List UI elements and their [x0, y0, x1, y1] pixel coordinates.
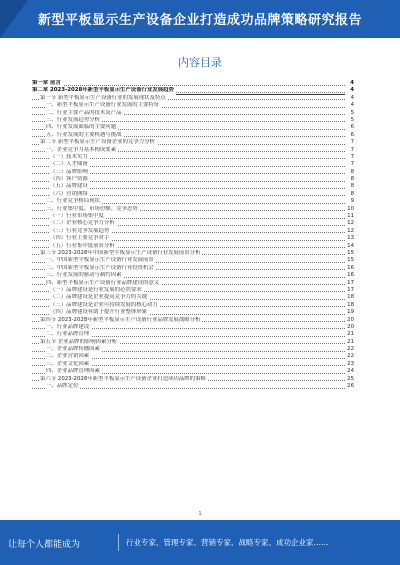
toc-entry-label: （一）行业市场集中度 [50, 213, 104, 220]
toc-entry[interactable] [32, 243, 354, 250]
toc-entry-label: （四）行业主要竞争对手 [50, 235, 110, 242]
toc-entry[interactable] [32, 265, 354, 272]
toc-entry-label: 一、品牌定位 [46, 383, 79, 390]
toc-entry[interactable] [32, 95, 354, 102]
toc-entry[interactable] [32, 213, 354, 220]
toc-entry-page: 22 [345, 346, 354, 353]
toc-entry-page: 18 [345, 302, 354, 309]
toc-entry-label: （二）企业核心竞争力分析 [50, 220, 115, 227]
toc-entry-page: 21 [345, 339, 354, 346]
toc-entry-label: （二）人才储备 [50, 161, 88, 168]
toc-entry[interactable] [32, 102, 354, 109]
toc-leader-dots [32, 85, 345, 86]
toc-entry-label: （三）品牌影响 [50, 168, 88, 175]
toc-entry[interactable] [32, 147, 354, 154]
footer-divider [118, 534, 119, 551]
toc-entry-page: 24 [345, 368, 354, 375]
toc-entry[interactable] [32, 353, 354, 360]
toc-entry[interactable] [32, 361, 354, 368]
toc-entry-label: 三、企业文化因素 [46, 360, 90, 367]
toc-entry[interactable] [32, 302, 354, 309]
footer-tagline: 行业专家、管理专家、营销专家、战略专家、成功企业家…… [126, 538, 329, 547]
toc-entry-page: 22 [345, 353, 354, 360]
toc-entry-page: 8 [345, 183, 354, 190]
toc-entry[interactable] [32, 87, 354, 94]
toc-entry-label: （三）品牌建设是企业可持续发展的核心动力 [50, 301, 158, 308]
toc-entry-label: （四）品牌建设有助于提升行业整体形象 [50, 309, 148, 316]
toc-entry-label: 一、中国新型平板显示生产设备行业发展前景 [46, 257, 154, 264]
toc-entry-page: 15 [345, 257, 354, 264]
toc-entry[interactable] [32, 110, 354, 117]
toc-entry-page: 4 [345, 95, 354, 102]
toc-entry[interactable] [32, 272, 354, 279]
toc-entry[interactable] [32, 324, 354, 331]
report-title: 新型平板显示生产设备企业打造成功品牌策略研究报告 [37, 13, 362, 28]
toc-entry[interactable] [32, 346, 354, 353]
footer-slogan: 让每个人都能成为 [8, 540, 81, 550]
toc-entry-label: （一）品牌建设是行业发展的必然要求 [50, 286, 142, 293]
toc-entry-page: 26 [345, 383, 354, 390]
toc-entry-page: 16 [345, 265, 354, 272]
toc-entry-label: 第一章 前言 [32, 80, 61, 86]
toc-entry[interactable] [32, 317, 354, 324]
toc-entry-page: 19 [345, 309, 354, 316]
report-header [0, 0, 400, 38]
page-number: 1 [198, 511, 202, 517]
toc-entry-label: 第一节 新型平板显示生产设备行业的发展现状及特点 [40, 94, 166, 101]
toc-entry-label: 四、行业发展面临的主要问题 [46, 124, 117, 131]
toc-entry-label: 第六节 2023-2028年新型平板显示生产设备企业打造成功品牌的策略 [40, 375, 206, 382]
toc-entry-page: 14 [345, 243, 354, 250]
toc-entry-page: 4 [345, 102, 354, 109]
toc-entry-page: 7 [345, 154, 354, 161]
footer-banner [0, 520, 400, 565]
toc-entry-page: 17 [345, 280, 354, 287]
toc-entry[interactable] [32, 198, 354, 205]
toc-entry[interactable] [32, 228, 354, 235]
toc-entry[interactable] [32, 132, 354, 139]
toc-entry-page: 20 [345, 317, 354, 324]
toc-entry[interactable] [32, 376, 354, 383]
toc-entry-page: 16 [345, 272, 354, 279]
toc-entry-page: 11 [345, 213, 354, 220]
toc-entry-page: 8 [345, 176, 354, 183]
toc-entry-label: （六）营销网络 [50, 190, 88, 197]
toc-entry-label: （五）行业集中度前景分析 [50, 242, 115, 249]
toc-title: 内容目录 [178, 56, 222, 69]
toc-entry-label: 二、行业竞争格局现状 [46, 198, 100, 205]
toc-entry[interactable] [32, 169, 354, 176]
toc-entry-page: 23 [345, 361, 354, 368]
toc-entry[interactable] [32, 117, 354, 124]
toc-entry[interactable] [32, 139, 354, 146]
toc-entry[interactable] [32, 206, 354, 213]
toc-entry-label: 一、企业竞争力基本构成要素 [46, 146, 117, 153]
toc-entry-page: 9 [345, 198, 354, 205]
toc-entry-label: （五）品牌建设 [50, 183, 88, 190]
toc-entry-label: （三）行业竞争发展趋势 [50, 227, 110, 234]
toc-entry-label: 第二章 2023-2028年新型平板显示生产设备行业发展趋势 [32, 87, 174, 94]
toc-entry-page: 21 [345, 331, 354, 338]
toc-entry-page: 15 [345, 250, 354, 257]
toc-entry-page: 20 [345, 324, 354, 331]
toc-entry-page: 5 [345, 110, 354, 117]
toc-entry-page: 4 [345, 87, 354, 94]
toc-entry-page: 8 [345, 169, 354, 176]
toc-entry[interactable] [32, 154, 354, 161]
toc-entry-page: 12 [345, 220, 354, 227]
toc-entry[interactable] [32, 257, 354, 264]
toc-entry[interactable] [32, 161, 354, 168]
toc-entry-page: 12 [345, 228, 354, 235]
toc-entry-page: 10 [345, 206, 354, 213]
toc-entry-label: （二）品牌建设是企业提高竞争力的关键 [50, 294, 148, 301]
table-of-contents [32, 80, 354, 390]
toc-entry-page: 7 [345, 161, 354, 168]
toc-entry[interactable] [32, 383, 354, 390]
toc-entry[interactable] [32, 235, 354, 242]
toc-entry-label: 三、行业发展的驱动与制约因素 [46, 272, 122, 279]
toc-entry[interactable] [32, 309, 354, 316]
toc-entry-page: 7 [345, 139, 354, 146]
toc-entry-label: 第二节 新型平板显示生产设备企业的竞争力分析 [40, 139, 155, 146]
toc-entry-label: 二、行业主要产品的技术及产品 [46, 109, 122, 116]
toc-entry-label: 一、新型平板显示生产设备行业发展的主要特征 [46, 102, 160, 109]
toc-entry-label: 一、行业品牌建设 [46, 323, 90, 330]
toc-entry-label: 第五节 企业品牌的影响因素分析 [40, 338, 118, 345]
toc-entry[interactable] [32, 176, 354, 183]
toc-entry-page: 17 [345, 287, 354, 294]
toc-entry[interactable] [32, 294, 354, 301]
toc-entry-page: 18 [345, 294, 354, 301]
toc-entry-label: 二、行业品牌管理 [46, 331, 90, 338]
toc-entry[interactable] [32, 183, 354, 190]
toc-entry-label: 三、行业发展趋势分析 [46, 116, 100, 123]
toc-entry-label: 四、新型平板显示生产设备行业品牌建设的意义 [46, 279, 160, 286]
toc-entry[interactable] [32, 280, 354, 287]
toc-entry-label: 四、企业品牌管理因素 [46, 368, 100, 375]
toc-entry[interactable] [32, 80, 354, 87]
toc-entry[interactable] [32, 339, 354, 346]
toc-entry-label: 二、中国新型平板显示生产设备行业投资机会 [46, 264, 154, 271]
toc-entry-label: 三、行业集中度、市场份额、竞争态势 [46, 205, 138, 212]
toc-entry[interactable] [32, 220, 354, 227]
toc-entry-label: （四）客户资源 [50, 176, 88, 183]
toc-entry-page: 13 [345, 235, 354, 242]
toc-entry-label: 第四节 2023-2028年新型平板显示生产设备行业品牌发展战略分析 [40, 316, 201, 323]
toc-entry[interactable] [32, 287, 354, 294]
toc-entry[interactable] [32, 368, 354, 375]
toc-entry-page: 25 [345, 376, 354, 383]
toc-entry-label: （一）技术实力 [50, 153, 88, 160]
toc-entry-page: 4 [345, 80, 354, 87]
toc-entry[interactable] [32, 331, 354, 338]
toc-entry[interactable] [32, 191, 354, 198]
toc-entry-label: 二、企业营销因素 [46, 353, 90, 360]
toc-entry-page: 6 [345, 124, 354, 131]
toc-entry[interactable] [32, 250, 354, 257]
toc-entry-label: 一、企业品牌传播因素 [46, 346, 100, 353]
toc-entry-page: 7 [345, 147, 354, 154]
toc-entry-page: 6 [345, 132, 354, 139]
toc-entry-page: 8 [345, 191, 354, 198]
toc-entry-page: 5 [345, 117, 354, 124]
toc-entry-label: 第三节 2023-2028年中国新型平板显示生产设备行业发展前景分析 [40, 249, 201, 256]
toc-entry-label: 五、行业发展的主要机遇与挑战 [46, 131, 122, 138]
toc-entry[interactable] [32, 124, 354, 131]
